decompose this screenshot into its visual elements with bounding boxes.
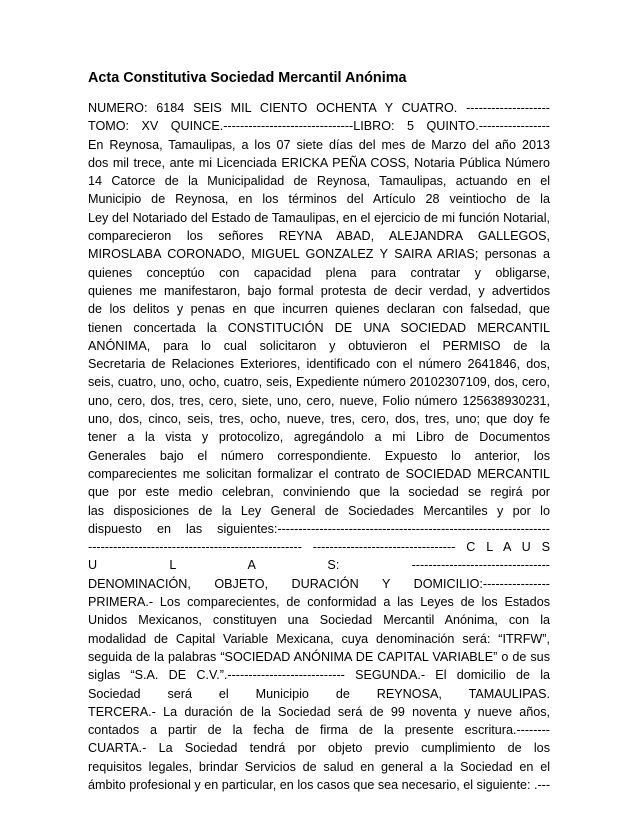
document-line: seis, cuatro, uno, ocho, cuatro, seis, Expediente número 20102307109, dos, cero, bbox=[88, 375, 550, 390]
document-line: ANÓNIMA, para lo cual solicitaron y obtuvieron el PERMISO de la bbox=[88, 338, 550, 353]
document-line: tener a la vista y protocolizo, agregándolo a mi Libro de Documentos bbox=[88, 430, 550, 445]
document-line: Municipio de Reynosa, en los términos del Artículo 28 veintiocho de la bbox=[88, 192, 550, 207]
document-line: quienes me manifestaron, bajo formal protesta de decir verdad, y advertidos bbox=[88, 283, 550, 298]
document-line: dos mil trece, ante mi Licenciada ERICKA PEÑA COSS, Notaria Pública Número bbox=[88, 155, 550, 170]
document-line: PRIMERA.- Los comparecientes, de conformidad a las Leyes de los Estados bbox=[88, 595, 550, 610]
document-line: siglas “S.A. DE C.V.”.---------------------------- SEGUNDA.- El domicilio de la bbox=[88, 668, 550, 683]
document-line: MIROSLABA CORONADO, MIGUEL GONZALEZ Y SAIRA ARIAS; personas a bbox=[88, 247, 550, 262]
document-line: Sociedad será el Municipio de REYNOSA, TAMAULIPAS. bbox=[88, 686, 550, 701]
document-line: que por este medio celebran, conviniendo que la sociedad se regirá por bbox=[88, 485, 550, 500]
document-line: TOMO: XV QUINCE.-------------------------------LIBRO: 5 QUINTO.----------------- bbox=[88, 119, 550, 134]
document-line: --------------------------------------------------- ---------------------------------- C L A U S bbox=[88, 540, 550, 555]
document-line: U L A S: --------------------------------- bbox=[88, 558, 550, 573]
document-line: seguida de la palabras “SOCIEDAD ANÓNIMA DE CAPITAL VARIABLE” o de sus bbox=[88, 649, 550, 664]
document-line: Secretaria de Relaciones Exteriores, identificado con el número 2641846, dos, bbox=[88, 357, 550, 372]
document-line: modalidad de Capital Variable Mexicana, cuya denominación será: “ITRFW”, bbox=[88, 631, 550, 646]
document-line: NUMERO: 6184 SEIS MIL CIENTO OCHENTA Y CUATRO. -------------------- bbox=[88, 101, 550, 115]
document-line: Ley del Notariado del Estado de Tamaulipas, en el ejercicio de mi función Notarial, bbox=[88, 210, 550, 225]
document-line: 14 Catorce de la Municipalidad de Reynosa, Tamaulipas, actuando en el bbox=[88, 174, 550, 189]
document-line: uno, cero, dos, tres, cero, siete, uno, cero, nueve, Folio número 125638930231, bbox=[88, 393, 550, 408]
document-line: tienen concertada la CONSTITUCIÓN DE UNA SOCIEDAD MERCANTIL bbox=[88, 320, 550, 335]
document-line: comparecieron los señores REYNA ABAD, ALEJANDRA GALLEGOS, bbox=[88, 229, 550, 244]
document-line: contados a partir de la fecha de firma de la presente escritura.-------- bbox=[88, 723, 550, 738]
document-title: Acta Constitutiva Sociedad Mercantil Anónima bbox=[88, 70, 407, 86]
document-line: Generales bajo el número correspondiente. Expuesto lo anterior, los bbox=[88, 448, 550, 463]
document-line: TERCERA.- La duración de la Sociedad será de 99 noventa y nueve años, bbox=[88, 704, 550, 719]
document-line: quienes conceptúo con capacidad plena para contratar y obligarse, bbox=[88, 265, 550, 280]
document-line: dispuesto en las siguientes:----------------------------------------------------------------- bbox=[88, 521, 550, 536]
document-line: En Reynosa, Tamaulipas, a los 07 siete días del mes de Marzo del año 2013 bbox=[88, 137, 550, 152]
document-body bbox=[88, 99, 550, 794]
document-line: las disposiciones de la Ley General de Sociedades Mercantiles y por lo bbox=[88, 503, 550, 518]
document-line: requisitos legales, brindar Servicios de salud en general a la Sociedad en el bbox=[88, 759, 550, 774]
document-line: de los delitos y penas en que incurren quienes declaran con falsedad, que bbox=[88, 302, 550, 317]
document-line: uno, dos, cinco, seis, tres, ocho, nueve, tres, cero, dos, tres, uno; que doy fe bbox=[88, 412, 550, 427]
document-line: Unidos Mexicanos, constituyen una Sociedad Mercantil Anónima, con la bbox=[88, 613, 550, 628]
document-line: comparecientes me solicitan formalizar el contrato de SOCIEDAD MERCANTIL bbox=[88, 466, 550, 481]
document-line: CUARTA.- La Sociedad tendrá por objeto previo cumplimiento de los bbox=[88, 741, 550, 756]
document-line: DENOMINACIÓN, OBJETO, DURACIÓN Y DOMICILIO:---------------- bbox=[88, 576, 550, 591]
document-line: ámbito profesional y en particular, en los casos que sea necesario, el siguiente: .--- bbox=[88, 777, 550, 792]
